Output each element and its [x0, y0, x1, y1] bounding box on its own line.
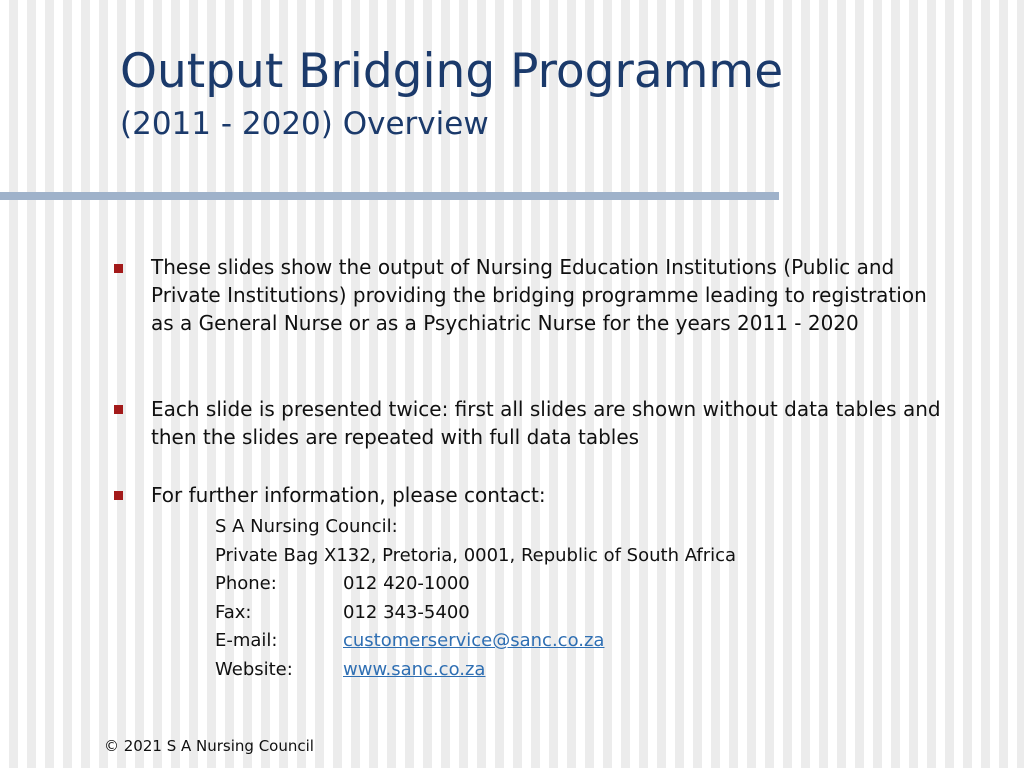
- contact-phone-row: [215, 570, 736, 599]
- contact-address: Private Bag X132, Pretoria, 0001, Republic of South Africa: [215, 544, 737, 566]
- website-label: Website:: [215, 658, 293, 680]
- copyright-footer: © 2021 S A Nursing Council: [104, 737, 314, 755]
- phone-value: 012 420-1000: [343, 573, 470, 595]
- contact-email-row: [215, 627, 736, 656]
- bullet-text-2: Each slide is presented twice: first all slides are shown without data tables and then the slides are repeated with full data tables: [151, 397, 941, 449]
- email-link[interactable]: customerservice@sanc.co.za: [343, 630, 605, 652]
- square-bullet-icon: [114, 264, 123, 273]
- contact-org: S A Nursing Council:: [215, 516, 398, 537]
- contact-fax-row: [215, 599, 736, 628]
- email-label: E-mail:: [215, 630, 278, 652]
- square-bullet-icon: [114, 405, 123, 414]
- slide-subtitle: (2011 - 2020) Overview: [120, 106, 489, 142]
- slide-title: Output Bridging Programme: [120, 44, 784, 99]
- phone-label: Phone:: [215, 573, 277, 595]
- contact-website-row: [215, 656, 736, 685]
- website-link[interactable]: www.sanc.co.za: [343, 658, 486, 680]
- bullet-text-1: These slides show the output of Nursing Education Institutions (Public and Private Institutions) providing the bridging programme leading to registration as a General Nurse or as a Psychiatric Nurse for the years 2011 - 2020: [151, 255, 927, 335]
- square-bullet-icon: [114, 491, 123, 500]
- contact-block: [215, 513, 736, 685]
- fax-value: 012 343-5400: [343, 601, 470, 623]
- title-divider: [0, 192, 779, 200]
- fax-label: Fax:: [215, 601, 252, 623]
- bullet-text-3: For further information, please contact:: [151, 483, 546, 507]
